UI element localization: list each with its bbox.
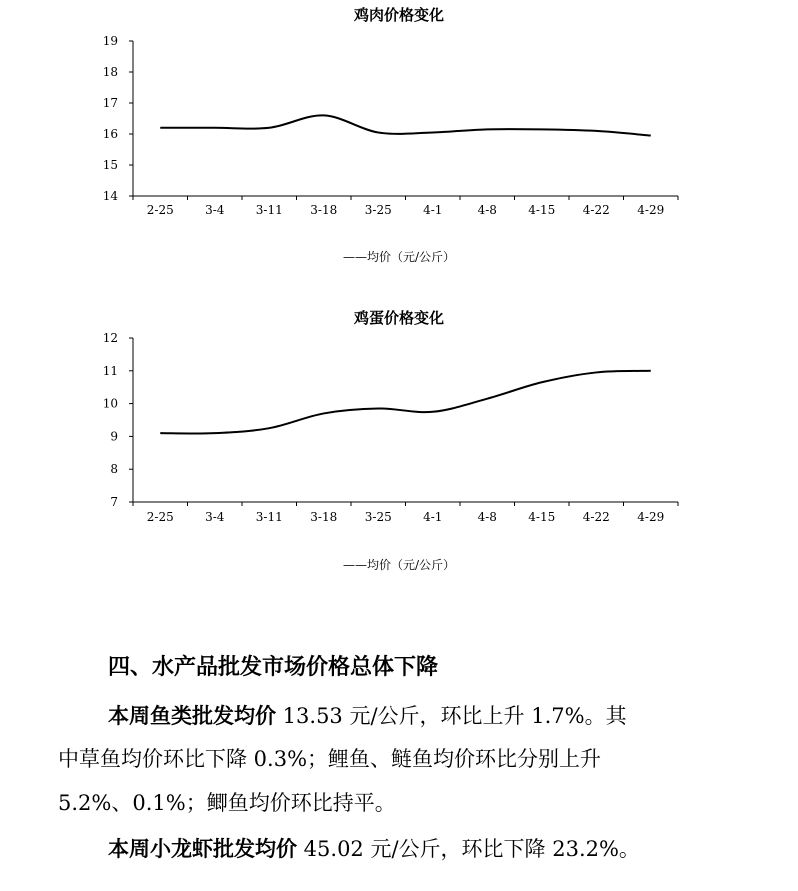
x-tick-label: 3-11	[255, 203, 283, 217]
legend-label: ——均价（元/公斤）	[342, 558, 456, 572]
x-tick-label: 4-8	[477, 510, 497, 524]
x-tick-label: 3-4	[205, 203, 225, 217]
crayfish-price-text: 45.02 元/公斤，环比下降 23.2%。	[297, 837, 640, 861]
x-tick-label: 4-1	[423, 203, 443, 217]
fish-price-text: 13.53 元/公斤，环比上升 1.7%。其	[276, 704, 627, 728]
paragraph-1-line-3: 5.2%、0.1%；鲫鱼均价环比持平。	[58, 791, 396, 815]
chicken-price-chart	[103, 6, 678, 264]
x-tick-label: 4-29	[637, 203, 665, 217]
x-tick-label: 2-25	[146, 510, 174, 524]
y-tick-label: 17	[102, 96, 118, 110]
y-tick-label: 9	[110, 429, 118, 444]
y-tick-label: 7	[110, 495, 118, 509]
y-tick-label: 15	[102, 158, 118, 172]
fish-price-label: 本周鱼类批发均价	[108, 704, 276, 728]
section-heading: 四、水产品批发市场价格总体下降	[108, 655, 439, 680]
y-tick-label: 12	[102, 331, 118, 345]
y-tick-label: 18	[102, 65, 118, 79]
paragraph-1-line-1	[108, 700, 627, 730]
y-tick-label: 19	[102, 34, 118, 48]
x-tick-label: 3-18	[310, 203, 338, 217]
chart-title: 鸡肉价格变化	[353, 6, 445, 24]
x-tick-label: 3-4	[205, 510, 225, 524]
x-tick-label: 4-22	[582, 203, 610, 217]
legend-label: ——均价（元/公斤）	[342, 250, 456, 264]
y-tick-label: 11	[102, 363, 118, 378]
series-line	[160, 115, 651, 135]
y-tick-label: 16	[102, 127, 118, 141]
x-tick-label: 4-29	[637, 510, 665, 524]
x-tick-label: 3-25	[364, 510, 392, 524]
x-tick-label: 4-22	[582, 510, 610, 524]
x-tick-label: 4-8	[477, 203, 497, 217]
paragraph-1-line-2: 中草鱼均价环比下降 0.3%；鲤鱼、鲢鱼均价环比分别上升	[58, 747, 602, 771]
x-tick-label: 3-11	[255, 510, 283, 524]
x-tick-label: 3-18	[310, 510, 338, 524]
paragraph-2	[108, 833, 640, 863]
x-tick-label: 4-1	[423, 510, 443, 524]
x-tick-label: 4-15	[528, 203, 556, 217]
x-tick-label: 3-25	[364, 203, 392, 217]
y-tick-label: 14	[102, 189, 118, 203]
x-tick-label: 2-25	[146, 203, 174, 217]
chart-title: 鸡蛋价格变化	[353, 309, 445, 327]
y-tick-label: 10	[102, 396, 118, 411]
egg-price-chart	[103, 309, 678, 572]
crayfish-price-label: 本周小龙虾批发均价	[108, 837, 297, 861]
y-tick-label: 8	[110, 462, 118, 477]
series-line	[160, 371, 651, 434]
x-tick-label: 4-15	[528, 510, 556, 524]
